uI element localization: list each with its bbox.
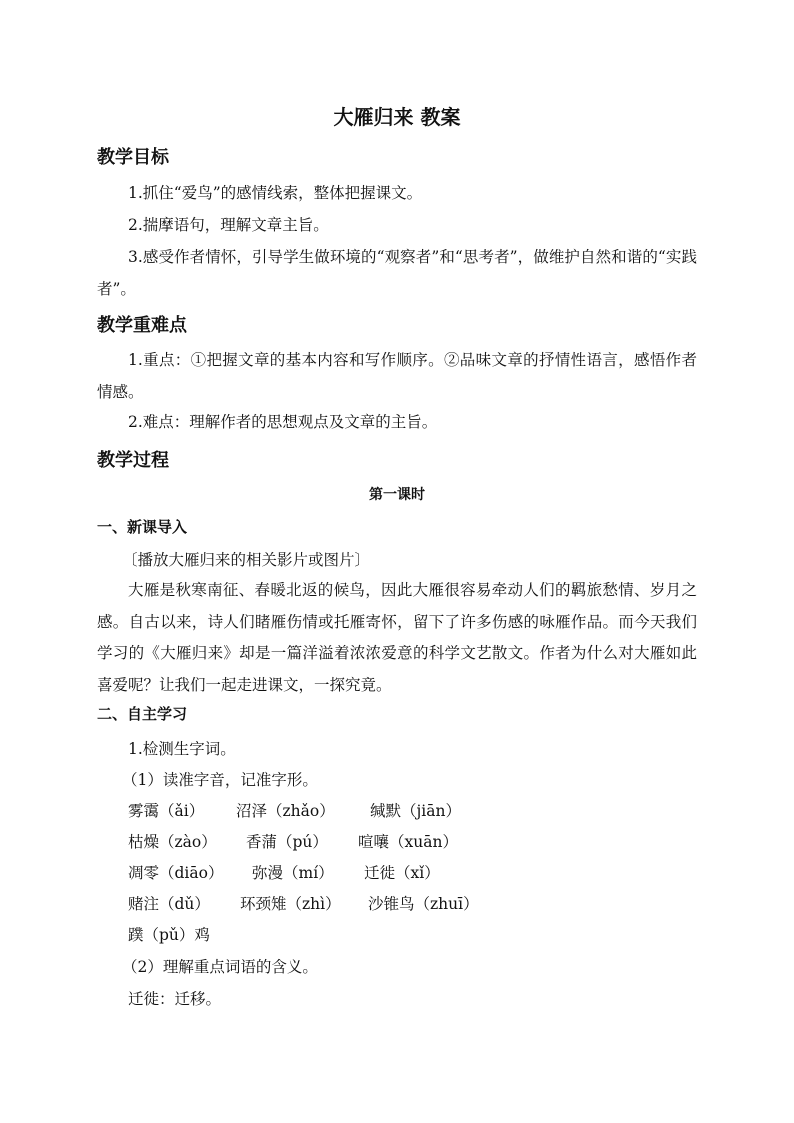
objective-item: 3.感受作者情怀，引导学生做环境的“观察者”和“思考者”，做维护自然和谐的“实践者”。 [97, 248, 697, 298]
intro-paragraph: 大雁是秋寒南征、春暖北返的候鸟，因此大雁很容易牵动人们的羁旅愁情、岁月之感。自古以来，诗人们睹雁伤情或托雁寄怀，留下了许多伤感的咏雁作品。而今天我们学习的《大雁归来》却是一篇洋溢着浓浓爱意的科学文艺散文。作者为什么对大雁如此喜爱呢？让我们一起走进课文，一探究竟。 [97, 581, 697, 694]
key-point-item: 2.难点：理解作者的思想观点及文章的主旨。 [128, 413, 438, 431]
document-title: 大雁归来 教案 [333, 105, 461, 129]
vocab-item: 缄默（jiān） [370, 802, 461, 820]
key-point-item: 1.重点：①把握文章的基本内容和写作顺序。②品味文章的抒情性语言，感悟作者情感。 [97, 351, 697, 401]
heading-self-study: 二、自主学习 [97, 705, 188, 723]
vocab-item: 喧嚷（xuān） [358, 833, 458, 851]
media-note: 〔播放大雁归来的相关影片或图片〕 [122, 551, 371, 569]
vocab-item: 雾霭（ǎi） [128, 802, 205, 820]
objective-item: 1.抓住“爱鸟”的感情线索，整体把握课文。 [128, 184, 423, 202]
sub-step-pronunciation: （1）读准字音，记准字形。 [122, 771, 318, 789]
definition-item: 迁徙：迁移。 [128, 990, 222, 1008]
vocab-item: 枯燥（zào） [128, 833, 217, 851]
vocab-item: 沙锥鸟（zhuī） [368, 895, 479, 913]
sub-step-meaning: （2）理解重点词语的含义。 [122, 958, 318, 976]
lesson-label: 第一课时 [369, 487, 425, 503]
vocab-item: 蹼（pǔ）鸡 [128, 926, 210, 944]
heading-process: 教学过程 [97, 450, 169, 471]
heading-objectives: 教学目标 [97, 147, 169, 168]
vocab-item: 弥漫（mí） [252, 864, 334, 882]
vocab-item: 香蒲（pú） [246, 833, 328, 851]
objective-item: 2.揣摩语句，理解文章主旨。 [128, 216, 329, 234]
heading-new-lesson-intro: 一、新课导入 [97, 518, 188, 536]
vocab-item: 凋零（diāo） [128, 864, 224, 882]
vocab-item: 环颈雉（zhì） [240, 895, 341, 913]
heading-key-points: 教学重难点 [97, 315, 187, 336]
vocab-item: 赌注（dǔ） [128, 895, 210, 913]
vocab-item: 沼泽（zhǎo） [236, 802, 335, 820]
step-check-vocab: 1.检测生字词。 [128, 740, 236, 758]
vocab-item: 迁徙（xǐ） [364, 864, 440, 882]
